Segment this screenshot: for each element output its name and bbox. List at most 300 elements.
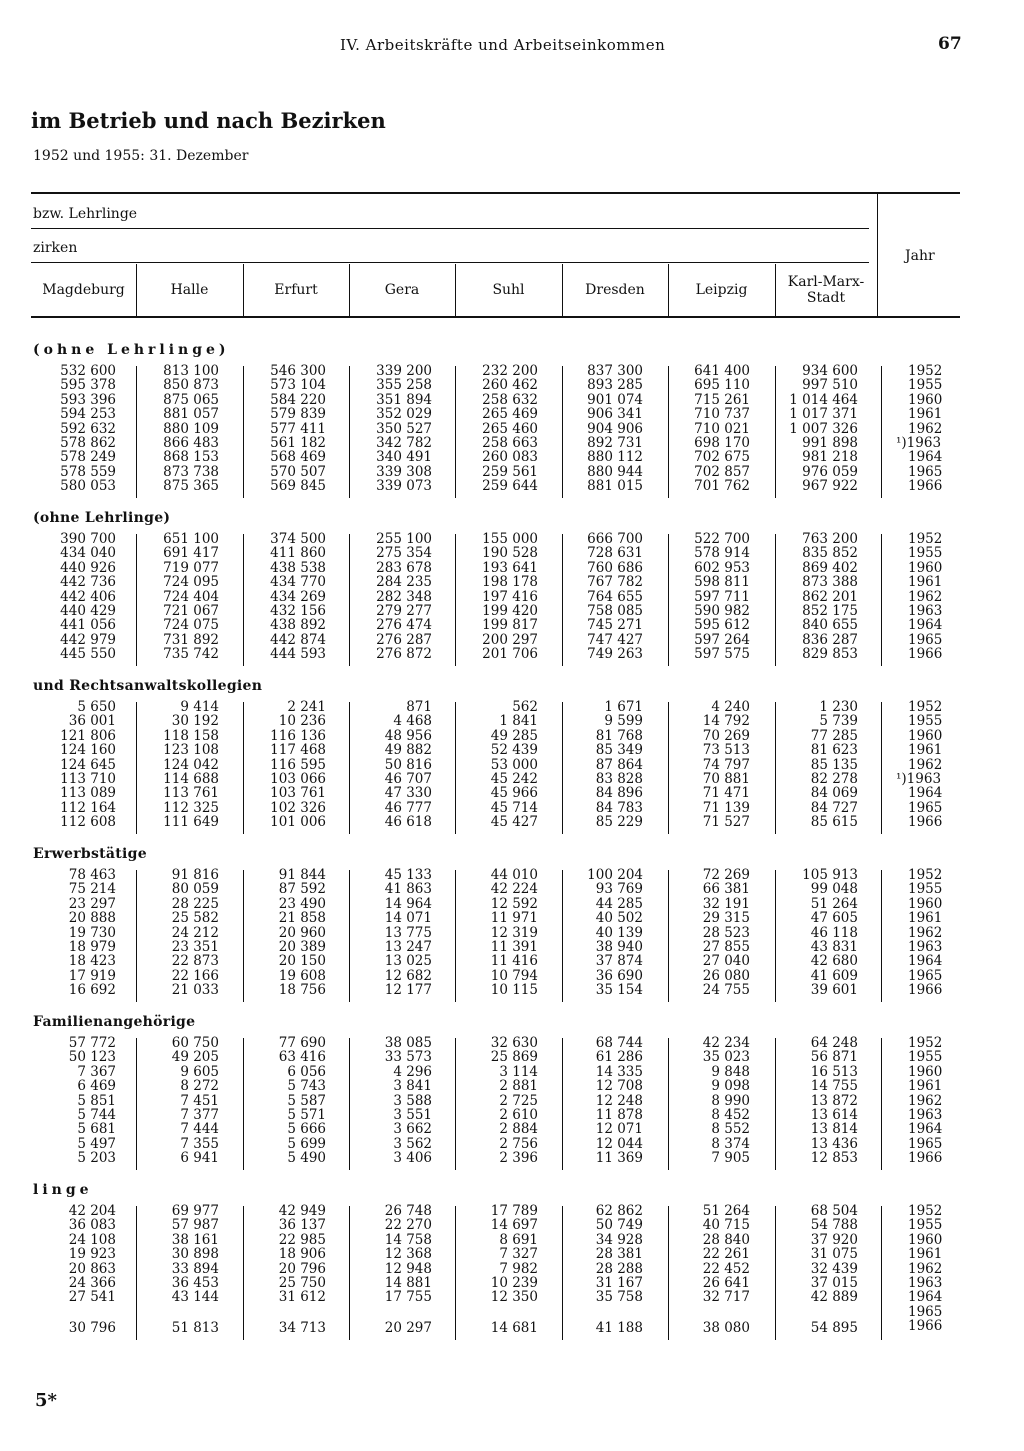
- table-cell: 36 453: [171, 1275, 219, 1291]
- table-cell: 31 075: [810, 1246, 858, 1263]
- table-cell: 42 889: [810, 1289, 858, 1306]
- table-cell: 7 444: [180, 1121, 219, 1138]
- table-cell: 112 608: [60, 814, 116, 831]
- table-cell: 39 601: [810, 982, 858, 999]
- table-cell: 728 631: [587, 545, 643, 562]
- column-divider: [455, 870, 456, 1002]
- table-cell: 22 261: [702, 1246, 750, 1263]
- table-cell: 276 474: [376, 617, 432, 634]
- table-cell: 282 348: [376, 588, 432, 605]
- year-cell: 1965: [908, 967, 943, 984]
- table-cell: 442 874: [270, 631, 326, 648]
- table-cell: 6 056: [287, 1063, 326, 1080]
- table-cell: 31 167: [595, 1275, 643, 1291]
- year-column-divider: [881, 534, 882, 666]
- table-cell: 1 671: [604, 699, 643, 715]
- table-cell: 284 235: [376, 574, 432, 591]
- column-divider: [243, 702, 244, 834]
- table-cell: 445 550: [60, 646, 116, 663]
- table-cell: 36 690: [595, 967, 643, 984]
- table-cell: 934 600: [802, 363, 858, 379]
- table-cell: 63 416: [278, 1049, 326, 1066]
- table-cell: 57 772: [68, 1035, 116, 1051]
- year-cell: 1962: [908, 924, 943, 941]
- table-cell: 81 768: [595, 727, 643, 744]
- table-cell: 38 161: [171, 1231, 219, 1248]
- table-cell: 28 523: [702, 924, 750, 941]
- year-cell: 1964: [908, 1121, 943, 1138]
- year-cell: 1964: [908, 785, 943, 802]
- table-cell: 666 700: [587, 531, 643, 547]
- table-cell: 592 632: [60, 420, 116, 437]
- table-cell: 5 571: [287, 1107, 326, 1123]
- column-divider: [775, 1206, 776, 1340]
- column-divider: [136, 1038, 137, 1170]
- year-cell: 1961: [908, 910, 943, 927]
- table-cell: 23 297: [68, 895, 116, 912]
- table-cell: 835 852: [802, 545, 858, 562]
- table-cell: 11 416: [490, 953, 538, 970]
- table-cell: 199 817: [482, 617, 538, 634]
- table-cell: 30 796: [68, 1320, 116, 1337]
- table-cell: 123 108: [163, 742, 219, 759]
- table-cell: 438 538: [270, 559, 326, 576]
- table-cell: 259 561: [482, 463, 538, 480]
- table-cell: 70 269: [702, 727, 750, 744]
- table-cell: 852 175: [802, 603, 858, 619]
- table-cell: 339 073: [376, 478, 432, 495]
- table-cell: 14 755: [810, 1078, 858, 1095]
- table-cell: 16 513: [810, 1063, 858, 1080]
- table-cell: 29 315: [702, 910, 750, 927]
- table-cell: 13 614: [810, 1107, 858, 1123]
- column-divider: [136, 366, 137, 498]
- table-cell: 56 871: [810, 1049, 858, 1066]
- table-cell: 61 286: [595, 1049, 643, 1066]
- table-cell: 14 792: [702, 713, 750, 730]
- table-cell: 32 717: [702, 1289, 750, 1306]
- table-cell: 103 066: [270, 771, 326, 787]
- table-cell: 562: [512, 699, 538, 715]
- table-cell: 201 706: [482, 646, 538, 663]
- year-cell: 1955: [908, 545, 943, 562]
- table-cell: 41 863: [384, 881, 432, 898]
- year-cell: 1952: [908, 363, 943, 379]
- column-header-divider: [775, 264, 776, 316]
- table-cell: 351 894: [376, 391, 432, 408]
- table-cell: 747 427: [587, 631, 643, 648]
- table-cell: 5 497: [77, 1135, 116, 1152]
- table-cell: 2 396: [499, 1150, 538, 1167]
- table-cell: 71 139: [702, 799, 750, 816]
- table-cell: 7 451: [180, 1092, 219, 1109]
- year-cell: 1965: [908, 1135, 943, 1152]
- table-cell: 12 248: [595, 1092, 643, 1109]
- table-cell: 200 297: [482, 631, 538, 648]
- table-cell: 597 711: [694, 588, 750, 605]
- table-cell: 38 080: [702, 1320, 750, 1337]
- column-divider: [243, 870, 244, 1002]
- year-cell: 1963: [908, 603, 943, 619]
- table-cell: 91 844: [278, 867, 326, 883]
- table-cell: 24 212: [171, 924, 219, 941]
- table-cell: 43 831: [810, 939, 858, 955]
- header-rule-1: [31, 228, 869, 229]
- table-cell: 84 896: [595, 785, 643, 802]
- table-cell: 442 979: [60, 631, 116, 648]
- year-cell: 1961: [908, 1246, 943, 1263]
- table-cell: 836 287: [802, 631, 858, 648]
- table-cell: 26 748: [384, 1203, 432, 1219]
- table-cell: 199 420: [482, 603, 538, 619]
- table-cell: 32 630: [490, 1035, 538, 1051]
- table-cell: 1 007 326: [789, 420, 858, 437]
- table-cell: 87 864: [595, 756, 643, 773]
- table-cell: 13 775: [384, 924, 432, 941]
- column-header: Karl-Marx- Stadt: [787, 274, 865, 306]
- table-cell: 573 104: [270, 377, 326, 394]
- table-cell: 3 551: [393, 1107, 432, 1123]
- table-cell: 84 727: [810, 799, 858, 816]
- table-cell: 93 769: [595, 881, 643, 898]
- table-cell: 102 326: [270, 799, 326, 816]
- table-cell: 18 979: [68, 939, 116, 955]
- table-cell: 570 507: [270, 463, 326, 480]
- table-cell: 339 308: [376, 463, 432, 480]
- table-cell: 28 225: [171, 895, 219, 912]
- section-label: (ohne Lehrlinge): [33, 510, 171, 526]
- table-cell: 116 595: [270, 756, 326, 773]
- table-cell: 850 873: [163, 377, 219, 394]
- table-cell: 7 377: [180, 1107, 219, 1123]
- table-cell: 731 892: [163, 631, 219, 648]
- table-cell: 881 057: [163, 406, 219, 423]
- table-cell: 760 686: [587, 559, 643, 576]
- table-cell: 265 469: [482, 406, 538, 423]
- year-cell: 1966: [908, 646, 943, 663]
- table-cell: 3 406: [393, 1150, 432, 1167]
- table-cell: 34 928: [595, 1231, 643, 1248]
- table-cell: 46 118: [810, 924, 858, 941]
- table-cell: 42 949: [278, 1203, 326, 1219]
- table-cell: 441 056: [60, 617, 116, 634]
- table-cell: 871: [406, 699, 432, 715]
- table-cell: 34 713: [278, 1320, 326, 1337]
- table-cell: 10 115: [490, 982, 538, 999]
- table-cell: 641 400: [694, 363, 750, 379]
- table-cell: 190 528: [482, 545, 538, 562]
- table-cell: 36 083: [68, 1217, 116, 1234]
- table-cell: 868 153: [163, 449, 219, 466]
- table-cell: 880 944: [587, 463, 643, 480]
- table-cell: 9 414: [180, 699, 219, 715]
- page-number: 67: [938, 34, 962, 54]
- table-cell: 32 191: [702, 895, 750, 912]
- table-cell: 71 527: [702, 814, 750, 831]
- column-divider: [668, 1038, 669, 1170]
- table-cell: 651 100: [163, 531, 219, 547]
- column-divider: [775, 534, 776, 666]
- table-cell: 763 200: [802, 531, 858, 547]
- table-cell: 40 502: [595, 910, 643, 927]
- table-cell: 276 287: [376, 631, 432, 648]
- table-cell: 258 663: [482, 435, 538, 451]
- table-cell: 11 971: [490, 910, 538, 927]
- table-cell: 9 599: [604, 713, 643, 730]
- table-cell: 595 612: [694, 617, 750, 634]
- table-cell: 35 023: [702, 1049, 750, 1066]
- table-cell: 12 948: [384, 1260, 432, 1277]
- table-cell: 45 714: [490, 799, 538, 816]
- table-cell: 444 593: [270, 646, 326, 663]
- table-cell: 30 192: [171, 713, 219, 730]
- table-cell: 24 366: [68, 1275, 116, 1291]
- table-cell: 25 582: [171, 910, 219, 927]
- year-cell: 1965: [908, 631, 943, 648]
- year-cell: 1955: [908, 1049, 943, 1066]
- year-cell: 1962: [908, 588, 943, 605]
- table-cell: 20 150: [278, 953, 326, 970]
- year-cell: 1964: [908, 617, 943, 634]
- section-label: (ohne Lehrlinge): [33, 342, 230, 358]
- table-cell: 7 905: [711, 1150, 750, 1167]
- column-divider: [243, 534, 244, 666]
- table-cell: 113 710: [60, 771, 116, 787]
- table-cell: 30 898: [171, 1246, 219, 1263]
- table-cell: 12 708: [595, 1078, 643, 1095]
- column-header: Leipzig: [695, 282, 748, 298]
- table-cell: 116 136: [270, 727, 326, 744]
- table-cell: 866 483: [163, 435, 219, 451]
- table-cell: 522 700: [694, 531, 750, 547]
- year-column-divider: [881, 870, 882, 1002]
- table-cell: 577 411: [270, 420, 326, 437]
- table-cell: 594 253: [60, 406, 116, 423]
- table-cell: 42 680: [810, 953, 858, 970]
- table-cell: 13 436: [810, 1135, 858, 1152]
- table-cell: 20 297: [384, 1320, 432, 1337]
- table-cell: 691 417: [163, 545, 219, 562]
- table-cell: 27 541: [68, 1289, 116, 1306]
- table-cell: 21 858: [278, 910, 326, 927]
- table-cell: 892 731: [587, 435, 643, 451]
- table-cell: 193 641: [482, 559, 538, 576]
- table-cell: 99 048: [810, 881, 858, 898]
- column-divider: [136, 1206, 137, 1340]
- table-cell: 981 218: [802, 449, 858, 466]
- table-cell: 5 699: [287, 1135, 326, 1152]
- table-cell: 710 737: [694, 406, 750, 423]
- table-cell: 440 429: [60, 603, 116, 619]
- year-cell: 1952: [908, 531, 943, 547]
- table-cell: 87 592: [278, 881, 326, 898]
- column-header-divider: [349, 264, 350, 316]
- year-cell: 1960: [908, 727, 943, 744]
- table-cell: 45 966: [490, 785, 538, 802]
- table-cell: 602 953: [694, 559, 750, 576]
- table-cell: 49 205: [171, 1049, 219, 1066]
- header-rule-2: [31, 262, 869, 263]
- table-cell: 46 707: [384, 771, 432, 787]
- table-cell: 438 892: [270, 617, 326, 634]
- column-divider: [668, 534, 669, 666]
- table-cell: 24 755: [702, 982, 750, 999]
- year-cell: 1962: [908, 1260, 943, 1277]
- table-cell: 81 623: [810, 742, 858, 759]
- table-cell: 350 527: [376, 420, 432, 437]
- year-cell: 1966: [908, 1150, 943, 1167]
- year-cell: 1960: [908, 559, 943, 576]
- table-cell: 432 156: [270, 603, 326, 619]
- table-cell: 84 069: [810, 785, 858, 802]
- table-cell: 10 236: [278, 713, 326, 730]
- table-cell: 579 839: [270, 406, 326, 423]
- table-cell: 702 675: [694, 449, 750, 466]
- table-cell: 100 204: [587, 867, 643, 883]
- year-cell: 1964: [908, 953, 943, 970]
- year-cell: 1955: [908, 881, 943, 898]
- table-cell: 85 615: [810, 814, 858, 831]
- table-cell: 20 796: [278, 1260, 326, 1277]
- table-cell: 198 178: [482, 574, 538, 591]
- year-column-divider: [881, 1206, 882, 1340]
- table-cell: 997 510: [802, 377, 858, 394]
- footer-mark: 5*: [35, 1390, 57, 1411]
- year-cell: 1962: [908, 756, 943, 773]
- table-cell: 11 369: [595, 1150, 643, 1167]
- table-cell: 46 777: [384, 799, 432, 816]
- table-cell: 869 402: [802, 559, 858, 576]
- table-cell: 13 247: [384, 939, 432, 955]
- table-cell: 42 204: [68, 1203, 116, 1219]
- table-cell: 7 355: [180, 1135, 219, 1152]
- year-column-divider: [881, 1038, 882, 1170]
- table-cell: 51 264: [810, 895, 858, 912]
- table-cell: 27 855: [702, 939, 750, 955]
- table-cell: 578 249: [60, 449, 116, 466]
- table-cell: 85 349: [595, 742, 643, 759]
- column-header-divider: [562, 264, 563, 316]
- table-cell: 976 059: [802, 463, 858, 480]
- table-cell: 232 200: [482, 363, 538, 379]
- year-cell: 1952: [908, 699, 943, 715]
- table-cell: 50 123: [68, 1049, 116, 1066]
- table-cell: 68 504: [810, 1203, 858, 1219]
- year-cell: 1966: [908, 478, 943, 495]
- section-label: und Rechtsanwaltskollegien: [33, 678, 263, 694]
- column-divider: [668, 1206, 669, 1340]
- table-cell: 4 240: [711, 699, 750, 715]
- column-divider: [668, 366, 669, 498]
- header-label-lehrlinge: bzw. Lehrlinge: [33, 206, 138, 222]
- table-cell: 26 641: [702, 1275, 750, 1291]
- column-divider: [349, 534, 350, 666]
- table-cell: 578 914: [694, 545, 750, 562]
- table-cell: 442 736: [60, 574, 116, 591]
- table-cell: 4 468: [393, 713, 432, 730]
- table-cell: 16 692: [68, 982, 116, 999]
- table-cell: 580 053: [60, 478, 116, 495]
- table-cell: 593 396: [60, 391, 116, 408]
- year-cell: 1961: [908, 742, 943, 759]
- table-cell: 5 681: [77, 1121, 116, 1138]
- table-cell: 13 814: [810, 1121, 858, 1138]
- table-cell: 21 033: [171, 982, 219, 999]
- table-cell: 43 144: [171, 1289, 219, 1306]
- table-cell: 595 378: [60, 377, 116, 394]
- table-cell: 735 742: [163, 646, 219, 663]
- table-cell: 51 264: [702, 1203, 750, 1219]
- table-cell: 84 783: [595, 799, 643, 816]
- table-cell: 45 242: [490, 771, 538, 787]
- table-cell: 875 365: [163, 478, 219, 495]
- year-cell: 1963: [908, 1107, 943, 1123]
- table-cell: 840 655: [802, 617, 858, 634]
- table-cell: 880 112: [587, 449, 643, 466]
- table-cell: 724 404: [163, 588, 219, 605]
- table-cell: 260 083: [482, 449, 538, 466]
- year-cell: 1965: [908, 463, 943, 480]
- column-divider: [349, 1038, 350, 1170]
- table-cell: 340 491: [376, 449, 432, 466]
- year-cell: 1964: [908, 449, 943, 466]
- table-cell: 569 845: [270, 478, 326, 495]
- table-cell: 9 605: [180, 1063, 219, 1080]
- table-cell: 66 381: [702, 881, 750, 898]
- table-cell: 745 271: [587, 617, 643, 634]
- table-cell: 578 559: [60, 463, 116, 480]
- year-cell: 1955: [908, 1217, 943, 1234]
- table-cell: 25 750: [278, 1275, 326, 1291]
- table-cell: 5 666: [287, 1121, 326, 1138]
- table-cell: 873 738: [163, 463, 219, 480]
- table-cell: 25 869: [490, 1049, 538, 1066]
- table-cell: 355 258: [376, 377, 432, 394]
- table-cell: 279 277: [376, 603, 432, 619]
- table-cell: 342 782: [376, 435, 432, 451]
- table-cell: 49 882: [384, 742, 432, 759]
- column-divider: [562, 366, 563, 498]
- table-cell: 352 029: [376, 406, 432, 423]
- table-cell: 48 956: [384, 727, 432, 744]
- table-cell: 32 439: [810, 1260, 858, 1277]
- page-title: im Betrieb und nach Bezirken: [31, 108, 386, 133]
- table-cell: 57 987: [171, 1217, 219, 1234]
- table-cell: 3 114: [499, 1063, 538, 1080]
- table-cell: 35 154: [595, 982, 643, 999]
- table-cell: 124 042: [163, 756, 219, 773]
- table-cell: 11 878: [595, 1107, 643, 1123]
- table-cell: 7 327: [499, 1246, 538, 1263]
- table-cell: 967 922: [802, 478, 858, 495]
- table-cell: 33 894: [171, 1260, 219, 1277]
- table-cell: 7 367: [77, 1063, 116, 1080]
- table-cell: 578 862: [60, 435, 116, 451]
- table-cell: 442 406: [60, 588, 116, 605]
- table-cell: 82 278: [810, 771, 858, 787]
- table-cell: 10 239: [490, 1275, 538, 1291]
- table-cell: 561 182: [270, 435, 326, 451]
- table-cell: 758 085: [587, 603, 643, 619]
- table-cell: 710 021: [694, 420, 750, 437]
- table-cell: 532 600: [60, 363, 116, 379]
- table-cell: 2 884: [499, 1121, 538, 1138]
- table-cell: 19 730: [68, 924, 116, 941]
- year-cell: 1965: [908, 1303, 943, 1320]
- table-cell: 50 816: [384, 756, 432, 773]
- table-cell: 62 862: [595, 1203, 643, 1219]
- table-cell: 197 416: [482, 588, 538, 605]
